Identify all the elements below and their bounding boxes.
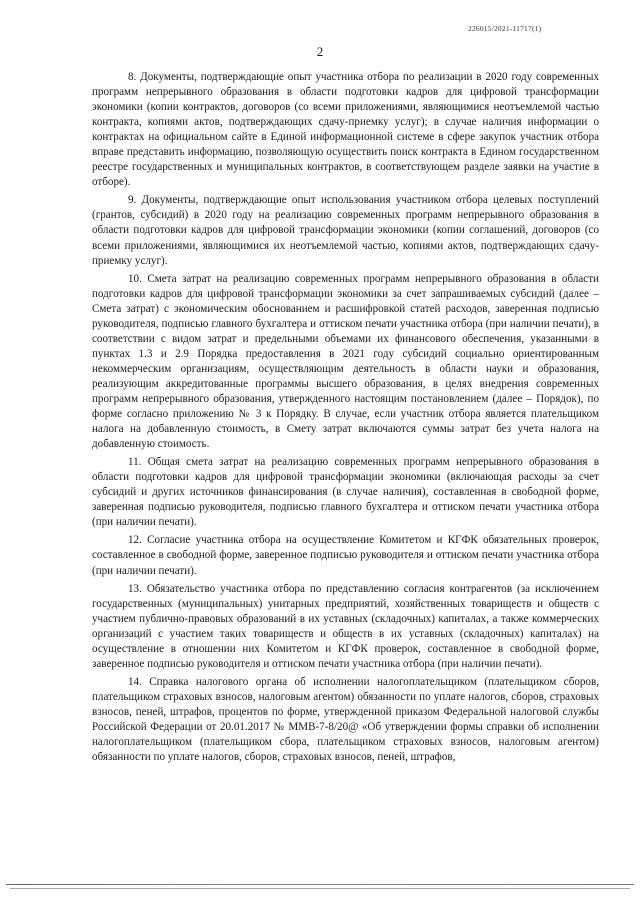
scan-edge-line: [6, 884, 634, 885]
paragraph-10: 10. Смета затрат на реализацию современных программ непрерывного образования в области подготовки кадров для цифровой трансформации экономики за счет запрашиваемых субсидий (далее – Смета затрат) с экономическим обоснованием и расшифровкой статей расходов, заверенная подписью руководителя, подписью главного бухгалтера и оттиском печати участника отбора (при наличии печати), в соответствии с видом затрат и предельными объемами их финансового обеспечения, указанными в пунктах 1.3 и 2.9 Порядка предоставления в 2021 году субсидий социально ориентированным некоммерческим организациям, осуществляющим деятельность в области науки и образования, реализующим аккредитованные программы высшего образования, в целях внедрения современных программ непрерывного образования, утвержденного настоящим постановлением (далее – Порядок), по форме согласно приложению № 3 к Порядку. В случае, если участник отбора является плательщиком налога на добавленную стоимость, в Смету затрат включаются суммы затрат без учета налога на добавленную стоимость.: [92, 272, 599, 451]
paragraph-9: 9. Документы, подтверждающие опыт использования участником отбора целевых поступлений (грантов, субсидий) в 2020 году на реализацию современных программ непрерывного образования в области подготовки кадров для цифровой трансформации экономики (копии соглашений, договоров (со всеми приложениями, являющимися их неотъемлемой частью, копиями актов, подтверждающих сдачу-приемку услуг).: [92, 194, 599, 267]
scan-edge-line-secondary: [10, 888, 630, 889]
paragraph-11: 11. Общая смета затрат на реализацию современных программ непрерывного образования в области подготовки кадров для цифровой трансформации экономики (включающая расходы за счет субсидий и других источников финансирования (в случае наличия), составленная в свободной форме, заверенная подписью руководителя, подписью главного бухгалтера и оттиском печати участника отбора (при наличии печати).: [92, 456, 599, 529]
paragraph-13: 13. Обязательство участника отбора по представлению согласия контрагентов (за исключением государственных (муниципальных) унитарных предприятий, хозяйственных товариществ и обществ с участием публично-правовых образований в их уставных (складочных) капиталах, а также коммерческих организаций с участием таких товариществ и обществ в их уставных (складочных) капиталах) на осуществление в отношении них Комитетом и КГФК проверок, составленное в свободной форме, заверенное подписью руководителя и оттиском печати участника отбора (при наличии печати).: [92, 582, 599, 670]
paragraph-14: 14. Справка налогового органа об исполнении налогоплательщиком (плательщиком сборов, плательщиком страховых взносов, налоговым агентом) обязанности по уплате налогов, сборов, страховых взносов, пеней, штрафов, процентов по форме, утвержденной приказом Федеральной налоговой службы Российской Федерации от 20.01.2017 № ММВ-7-8/20@ «Об утверждении формы справки об исполнении налогоплательщиком (плательщиком сбора, плательщиком страховых взносов, налоговым агентом) обязанности по уплате налогов, сборов, страховых взносов, пеней, штрафов,: [92, 675, 599, 764]
page-number: 2: [316, 44, 324, 59]
paragraph-8: 8. Документы, подтверждающие опыт участника отбора по реализации в 2020 году современных программ непрерывного образования в области подготовки кадров для цифровой трансформации экономики (копии контрактов, договоров (со всеми приложениями, являющимися неотъемлемой частью контракта, копиями актов, подтверждающих сдачу-приемку услуг); в случае наличия информации о контрактах на официальном сайте в Единой информационной системе в сфере закупок участник отбора вправе представить информацию, позволяющую осуществить поиск контракта в Едином государственном реестре государственных и муниципальных контрактов, в соответствующем разделе заявки на участие в отборе).: [92, 71, 599, 189]
paragraph-12: 12. Согласие участника отбора на осуществление Комитетом и КГФК обязательных проверок, составленное в свободной форме, заверенное подписью руководителя и оттиском печати участника отбора (при наличии печати).: [92, 534, 599, 577]
document-id: 226015/2021-11717(1): [468, 24, 542, 33]
document-body: [92, 70, 599, 768]
